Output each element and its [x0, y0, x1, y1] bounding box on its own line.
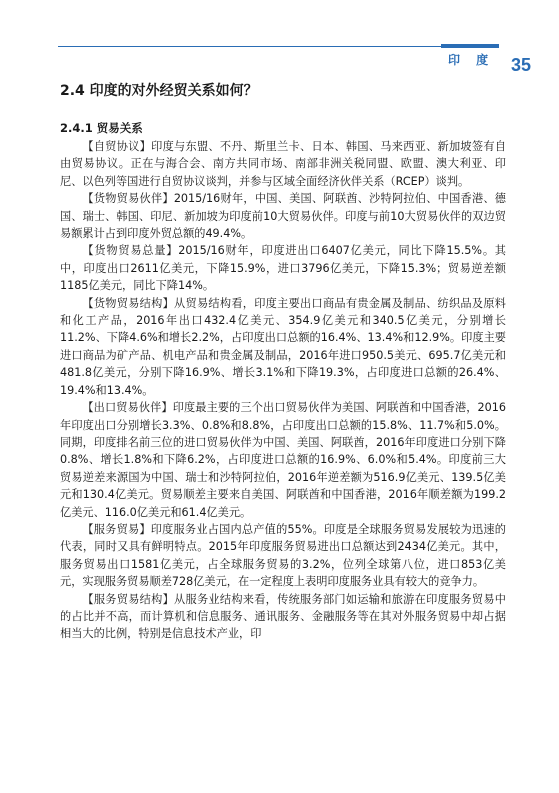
paragraph-goods-partners: 【货物贸易伙伴】2015/16财年，中国、美国、阿联酋、沙特阿拉伯、中国香港、德国、瑞士、韩国、印尼、新加坡为印度前10大贸易伙伴。印度与前10大贸易伙伴的双边贸易额累计占到印度外贸总额的49.4%。 — [60, 192, 506, 241]
body-text — [60, 138, 506, 643]
section-title: 2.4 印度的对外经贸关系如何？ — [60, 83, 258, 99]
running-head: 印 度 — [448, 53, 495, 67]
paragraph-services-structure: 【服务贸易结构】从服务业结构来看，传统服务部门如运输和旅游在印度服务贸易中的占比并不高，而计算机和信息服务、通讯服务、金融服务等在其对外服务贸易中却占据相当大的比例，特别是信息技术产业，印 — [60, 592, 506, 641]
subsection-title: 2.4.1 贸易关系 — [60, 121, 143, 135]
paragraph-goods-structure: 【货物贸易结构】从贸易结构看，印度主要出口商品有贵金属及制品、纺织品及原料和化工产品，2016年出口432.4亿美元、354.9亿美元和340.5亿美元，分别增长11.2%、下降4.6%和增长2.2%，占印度出口总额的16.4%、13.4%和12.9%。印度主要进口商品为矿产品、机电产品和贵金属及制品，2016年进口950.5美元、695.7亿美元和481.8亿美元，分别下降16.9%、增长3.1%和下降19.3%，占印度进口总额的26.4%、19.4%和13.4%。 — [60, 296, 506, 397]
paragraph-fta: 【自贸协议】印度与东盟、不丹、斯里兰卡、日本、韩国、马来西亚、新加坡签有自由贸易协议。正在与海合会、南方共同市场、南部非洲关税同盟、欧盟、澳大利亚、印尼、以色列等国进行自贸协议谈判，并参与区域全面经济伙伴关系（RCEP）谈判。 — [60, 140, 506, 188]
paragraph-services-trade: 【服务贸易】印度服务业占国内总产值的55%。印度是全球服务贸易发展较为迅速的代表，同时又具有鲜明特点。2015年印度服务贸易进出口总额达到2434亿美元。其中，服务贸易出口1581亿美元，占全球服务贸易的3.2%，位列全球第八位，进口853亿美元，实现服务贸易顺差728亿美元，在一定程度上表明印度服务业具有较大的竞争力。 — [60, 522, 506, 589]
header-rule — [58, 46, 499, 47]
paragraph-goods-volume: 【货物贸易总量】2015/16财年，印度进出口6407亿美元，同比下降15.5%。其中，印度出口2611亿美元，下降15.9%，进口3796亿美元，下降15.3%；贸易逆差额1185亿美元，同比下降14%。 — [60, 244, 506, 293]
page-number: 35 — [511, 55, 532, 75]
header-accent-bar — [441, 44, 499, 48]
paragraph-export-partners: 【出口贸易伙伴】印度最主要的三个出口贸易伙伴为美国、阿联酋和中国香港，2016年印度出口分别增长3.3%、0.8%和8.8%，占印度出口总额的15.8%、11.7%和5.0%。同期，印度排名前三位的进口贸易伙伴为中国、美国、阿联酋，2016年印度进口分别下降0.8%、增长1.8%和下降6.2%，占印度进口总额的16.9%、6.0%和5.4%。印度前三大贸易逆差来源国为中国、瑞士和沙特阿拉伯，2016年逆差额为516.9亿美元、139.5亿美元和130.4亿美元。贸易顺差主要来自美国、阿联酋和中国香港，2016年顺差额为199.2亿美元、116.0亿美元和61.4亿美元。 — [60, 401, 506, 519]
